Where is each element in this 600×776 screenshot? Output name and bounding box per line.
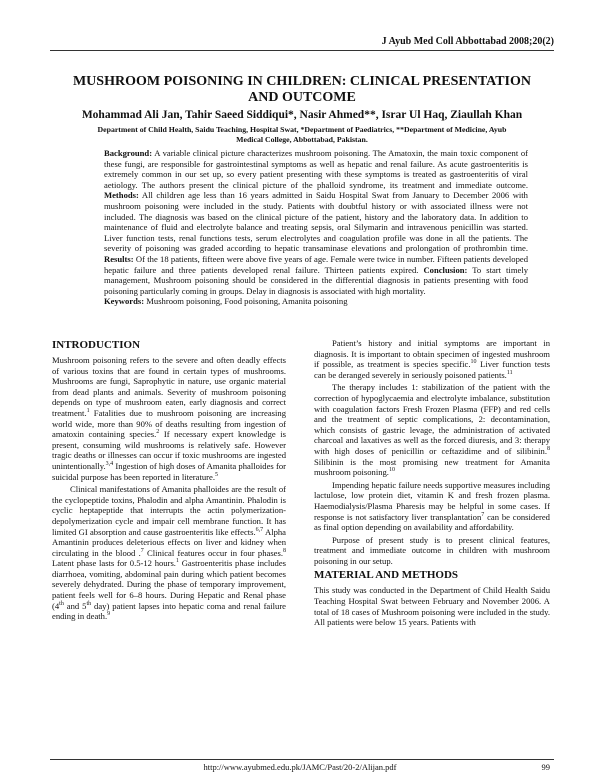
- text-run: Mushroom poisoning refers to the severe and often deadly effects of various toxins that are found in certain types of mushrooms. Mushrooms are fungi, Saprophytic in nature, use organic material from dead plants and animals. Severity of mushroom poisoning depends on type of mushroom eaten, early diagnosis and correct treatment.: [52, 355, 286, 418]
- text-run: Silibinin is the most promising new treatment for Amanita mushroom poisoning.: [314, 456, 550, 478]
- citation: 2: [156, 429, 160, 436]
- keywords-text: Mushroom poisoning, Food poisoning, Amanita poisoning: [146, 296, 348, 307]
- background-label: Background:: [104, 148, 153, 158]
- text-run: The therapy includes 1: stabilization of the patient with the correction of hypoglycaemia and electrolyte imbalance, substitution with coagulation factors Fresh Frozen Plasma (FFP) and red cells and the treatment of septic complications, 2: decontamination, which consists of gastric levage, the administration of activated charcoal and laxatives as well as the forced diuresis, and 3: therapy with high doses of penicillin or ceftazidime and of silibinin.: [314, 382, 550, 456]
- text-run: Impending hepatic failure needs supportive measures including lactulose, low protein diet, vitamin K and fresh frozen plasma. Haemodialysis/Plasma Pharesis may be helpful in some cases. If response is not satisfactory liver transplantation: [314, 479, 550, 522]
- conclusion-text: To start timely management, Mushroom poisoning should be considered in the differential diagnosis in patients presenting with food poisoning particularly coming in groups. Delay in diagnosis is associated with high mortality.: [104, 264, 529, 296]
- text-run: If necessary expert knowledge is present, consuming wild mushrooms is relatively safe. However tragic deaths or illnesses can occur if toxic mushrooms are ingested unintentionally.: [52, 429, 286, 471]
- article-title: MUSHROOM POISONING IN CHILDREN: CLINICAL PRESENTATION AND OUTCOME: [72, 74, 532, 105]
- results-text: Of the 18 patients, fifteen were above five years of age. Female were twice in number. Fifteen patients developed hepatic failure and three patients developed renal failure. Thirteen patients expired.: [104, 253, 528, 275]
- text-run: Clinical manifestations of Amanita phalloides are the result of the cyclopeptide toxins, Phalodin and alpha Amantinin. Phalodin is cyclic heptapeptide that interrupts the actin polymerization-depolymerization cycle and impair cell membrane function. It has limited GI absorption and cause gastroenteritis like effects.: [52, 484, 286, 537]
- citation: 9: [107, 611, 111, 618]
- intro-paragraph-3: [314, 338, 550, 380]
- text-run: can be considered as final option depending on availability and affordability.: [314, 511, 550, 533]
- page-number: 99: [541, 762, 550, 772]
- footer-url[interactable]: http://www.ayubmed.edu.pk/JAMC/Past/20-2/Alijan.pdf: [203, 762, 397, 772]
- text-run: day) patient lapses into hepatic coma and renal failure ending in death.: [52, 600, 286, 622]
- text-run: Fatalities due to mushroom poisoning are increasing world wide, more than 90% of deaths resulting from ingestion of amatoxin containing species.: [52, 407, 286, 440]
- intro-paragraph-4: [314, 382, 550, 477]
- citation: 1: [175, 558, 179, 565]
- background-text: A variable clinical picture characterizes mushroom poisoning. The Amatoxin, the main toxic component of these fungi, are responsible for gastrointestinal symptoms as well as hepatic and renal failure. As acute gastroenteritis is extremely common in our set up, so every patient presenting with these symptoms is treated as gastroenteritis of viral aetiology. The authors present the clinical picture of the phalloid syndrome, its treatment and immediate outcome.: [104, 148, 528, 190]
- header-rule: [50, 50, 554, 51]
- text-run: Alpha Amantinin produces deleterious effects on liver and kidney when circulating in the blood .: [52, 526, 286, 558]
- text-run: Patient’s history and initial symptoms are important in diagnosis. It is important to obtain specimen of ingested mushroom if possible, as treatment is species specific.: [314, 338, 550, 370]
- text-run: Liver function tests can be deranged severely in seriously poisoned patients.: [314, 359, 550, 380]
- citation: 6,7: [255, 526, 264, 533]
- introduction-heading: INTRODUCTION: [52, 339, 141, 351]
- methods-label: Methods:: [104, 190, 139, 201]
- journal-header: J Ayub Med Coll Abbottabad 2008;20(2): [381, 36, 554, 47]
- citation: 7: [140, 547, 144, 554]
- methods-paragraph-1: This study was conducted in the Department of Child Health Saidu Teaching Hospital Swat between February and November 2006. A total of 18 cases of Mushroom poisoning were included in the study. All patients were below 15 years. Patients with: [314, 585, 550, 628]
- text-run: Gastroenteritis phase includes diarrhoea, vomiting, abdominal pain during which patient becomes severely dehydrated. During the phase of temporary improvement, patient feels well for 6–8 hours. During Hepatic and Renal phase (4: [52, 558, 286, 611]
- text-run: Clinical features occur in four phases.: [143, 547, 283, 558]
- author-list: Mohammad Ali Jan, Tahir Saeed Siddiqui*, Nasir Ahmed**, Israr Ul Haq, Ziaullah Khan: [81, 109, 523, 121]
- citation: 8: [547, 446, 550, 453]
- citation: 7: [481, 511, 485, 518]
- methods-text: All children age less than 16 years admitted in Saidu Hospital Swat from January to December 2006 with mushroom poisoning were included in the study. Patients with doubtful history or with associated illness were not included. The diagnosis was based on the clinical picture of the patient, history and the laboratory data. In addition to maintenance of fluid and electrolyte balance and treating sepsis, oral Silymarin and intravenous penicillin was started. Liver function tests, renal functions tests, serum electrolytes and coagulation profile was done in all the patients. The severity of poisoning was graded according to hepatic transaminase elevations and prolongation of prothrombin time.: [104, 190, 528, 254]
- abstract: [104, 148, 528, 307]
- intro-paragraph-5: [314, 480, 550, 533]
- citation: 10: [388, 467, 395, 474]
- conclusion-label: Conclusion:: [423, 264, 468, 275]
- citation: 8: [282, 547, 286, 554]
- text-run: and 5: [63, 600, 87, 611]
- left-column: [52, 338, 286, 624]
- citation: 3,4: [105, 461, 114, 468]
- citation: 5: [214, 471, 218, 478]
- intro-paragraph-1: [52, 355, 286, 482]
- affiliation: Department of Child Health, Saidu Teaching, Hospital Swat, *Department of Paediatrics, **Department of Medicine, Ayub Medical College, Abbottabad, Pakistan.: [97, 125, 507, 144]
- footer-rule: [50, 759, 554, 760]
- citation: 1: [86, 408, 90, 415]
- citation: 10: [470, 359, 477, 366]
- ordinal-suffix: th: [59, 600, 64, 607]
- results-label: Results:: [104, 253, 134, 264]
- ordinal-suffix: th: [86, 600, 92, 607]
- text-run: Ingestion of high doses of Amanita phalloides for suicidal purpose has been reported in literature.: [52, 460, 286, 482]
- methods-heading: MATERIAL AND METHODS: [314, 569, 459, 582]
- right-column: [314, 338, 550, 630]
- keywords-label: Keywords:: [104, 296, 145, 307]
- text-run: Latent phase lasts for 0.5-12 hours.: [52, 558, 176, 569]
- intro-paragraph-2: [52, 484, 286, 622]
- citation: 11: [506, 369, 513, 376]
- intro-paragraph-6: Purpose of present study is to present clinical features, treatment and immediate outcome in children with mushroom poisoning in our setup.: [314, 534, 550, 566]
